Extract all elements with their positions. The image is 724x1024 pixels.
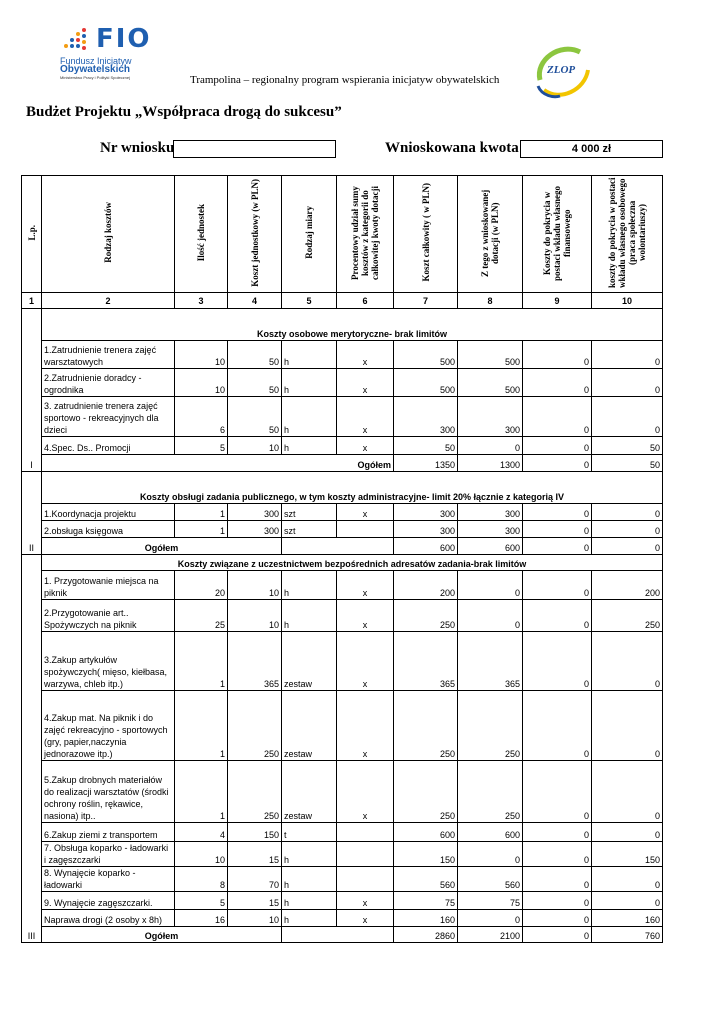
col-header — [42, 176, 175, 293]
item-unit-cost: 10 — [228, 600, 282, 632]
table-row — [22, 867, 663, 892]
item-unit: h — [282, 600, 337, 632]
table-row — [22, 761, 663, 823]
item-total: 600 — [394, 823, 458, 842]
item-pct: x — [337, 600, 394, 632]
table-row — [22, 437, 663, 455]
column-number-row — [22, 293, 663, 309]
item-own-financial: 0 — [523, 397, 592, 437]
item-own-volunteer: 0 — [592, 369, 663, 397]
item-own-financial: 0 — [523, 892, 592, 910]
section-total-row — [22, 538, 663, 555]
section-total-total: 600 — [394, 538, 458, 555]
item-own-financial: 0 — [523, 842, 592, 867]
item-name: 1.Koordynacja projektu — [42, 504, 175, 521]
fio-logo — [58, 22, 158, 82]
col-header-label: Procentowy udział sumy kosztów z kategorii do całkowitej kwoty dotacji — [350, 185, 380, 280]
section-total-row — [22, 455, 663, 472]
item-unit-cost: 10 — [228, 571, 282, 600]
zlop-logo-text: ZLOP — [547, 64, 576, 76]
table-row — [22, 842, 663, 867]
item-own-volunteer: 200 — [592, 571, 663, 600]
section-total-label: Ogółem — [42, 538, 282, 555]
item-own-volunteer: 0 — [592, 823, 663, 842]
item-qty: 5 — [175, 437, 228, 455]
item-name: 2.obsługa księgowa — [42, 521, 175, 538]
item-own-volunteer: 0 — [592, 632, 663, 691]
item-pct: x — [337, 504, 394, 521]
item-unit-cost: 15 — [228, 892, 282, 910]
item-unit-cost: 300 — [228, 521, 282, 538]
item-name: 7. Obsługa koparko - ładowarki i zagęszczarki — [42, 842, 175, 867]
item-total: 560 — [394, 867, 458, 892]
table-row — [22, 823, 663, 842]
col-header-label: Z tego z wnioskowanej dotacji (w PLN) — [480, 188, 500, 277]
col-number: 3 — [175, 293, 228, 309]
item-own-financial: 0 — [523, 691, 592, 761]
item-unit-cost: 365 — [228, 632, 282, 691]
table-row — [22, 691, 663, 761]
item-own-financial: 0 — [523, 571, 592, 600]
item-unit-cost: 300 — [228, 504, 282, 521]
item-grant: 0 — [458, 842, 523, 867]
item-qty: 25 — [175, 600, 228, 632]
table-row — [22, 892, 663, 910]
item-qty: 4 — [175, 823, 228, 842]
item-name: 4.Zakup mat. Na piknik i do zajęć rekreacyjno - sportowych (gry, papier,naczynia jednorazowe itp.) — [42, 691, 175, 761]
item-grant: 560 — [458, 867, 523, 892]
section-total-grant: 2100 — [458, 927, 523, 943]
item-unit: zestaw — [282, 761, 337, 823]
item-own-financial: 0 — [523, 504, 592, 521]
section-number: III — [22, 555, 42, 943]
col-number: 6 — [337, 293, 394, 309]
col-header-label: Koszt całkowity ( w PLN) — [420, 183, 431, 282]
item-qty: 6 — [175, 397, 228, 437]
item-pct: x — [337, 632, 394, 691]
item-pct: x — [337, 910, 394, 927]
col-header — [337, 176, 394, 293]
item-name: 5.Zakup drobnych materiałów do realizacji warsztatów (środki ochrony roślin, rękawice, nasiona) itp.. — [42, 761, 175, 823]
item-unit: zestaw — [282, 691, 337, 761]
item-own-volunteer: 0 — [592, 691, 663, 761]
item-qty: 10 — [175, 842, 228, 867]
item-unit-cost: 10 — [228, 910, 282, 927]
table-row — [22, 369, 663, 397]
section-heading: Koszty osobowe merytoryczne- brak limitów — [42, 309, 663, 341]
item-own-volunteer: 0 — [592, 504, 663, 521]
col-number: 2 — [42, 293, 175, 309]
table-row — [22, 910, 663, 927]
col-number: 9 — [523, 293, 592, 309]
section-total-own-fin: 0 — [523, 927, 592, 943]
item-qty: 1 — [175, 632, 228, 691]
col-number: 4 — [228, 293, 282, 309]
item-total: 300 — [394, 397, 458, 437]
item-name: 8. Wynajęcie koparko - ładowarki — [42, 867, 175, 892]
item-unit-cost: 250 — [228, 691, 282, 761]
col-header — [523, 176, 592, 293]
col-header — [592, 176, 663, 293]
col-number: 5 — [282, 293, 337, 309]
item-qty: 16 — [175, 910, 228, 927]
table-row — [22, 632, 663, 691]
item-total: 250 — [394, 600, 458, 632]
item-own-volunteer: 0 — [592, 892, 663, 910]
item-pct: x — [337, 691, 394, 761]
item-grant: 0 — [458, 600, 523, 632]
item-qty: 10 — [175, 341, 228, 369]
item-total: 150 — [394, 842, 458, 867]
item-pct — [337, 823, 394, 842]
item-unit-cost: 50 — [228, 397, 282, 437]
item-own-financial: 0 — [523, 341, 592, 369]
item-pct — [337, 867, 394, 892]
col-header-label: L.p. — [26, 224, 37, 241]
section-total-own-fin: 0 — [523, 455, 592, 472]
item-qty: 8 — [175, 867, 228, 892]
item-own-volunteer: 0 — [592, 341, 663, 369]
section-number: I — [22, 309, 42, 472]
item-own-financial: 0 — [523, 600, 592, 632]
item-grant: 0 — [458, 437, 523, 455]
col-header-label: Rodzaj miary — [304, 206, 314, 259]
item-own-financial: 0 — [523, 521, 592, 538]
item-grant: 75 — [458, 892, 523, 910]
col-header — [458, 176, 523, 293]
item-own-volunteer: 150 — [592, 842, 663, 867]
item-qty: 5 — [175, 892, 228, 910]
col-number: 10 — [592, 293, 663, 309]
col-number: 7 — [394, 293, 458, 309]
item-unit: zestaw — [282, 632, 337, 691]
section-total-label: Ogółem — [42, 455, 394, 472]
item-total: 75 — [394, 892, 458, 910]
item-own-financial: 0 — [523, 369, 592, 397]
item-unit-cost: 50 — [228, 341, 282, 369]
item-name: 2.Przygotowanie art.. Spożywczych na piknik — [42, 600, 175, 632]
col-number: 8 — [458, 293, 523, 309]
item-own-financial: 0 — [523, 437, 592, 455]
item-total: 200 — [394, 571, 458, 600]
section-heading: Koszty związane z uczestnictwem bezpośrednich adresatów zadania-brak limitów — [42, 555, 663, 571]
fio-logo-line1: Fundusz Inicjatyw — [60, 56, 132, 66]
item-total: 365 — [394, 632, 458, 691]
empty-cell — [282, 538, 394, 555]
table-row — [22, 521, 663, 538]
item-grant: 0 — [458, 571, 523, 600]
item-name: 1. Przygotowanie miejsca na piknik — [42, 571, 175, 600]
item-grant: 250 — [458, 761, 523, 823]
item-qty: 1 — [175, 521, 228, 538]
item-unit: h — [282, 867, 337, 892]
item-pct: x — [337, 892, 394, 910]
item-own-financial: 0 — [523, 910, 592, 927]
item-grant: 500 — [458, 369, 523, 397]
section-number: II — [22, 472, 42, 555]
item-name: 3.Zakup artykułów spożywczych( mięso, kiełbasa, warzywa, chleb itp.) — [42, 632, 175, 691]
item-name: 6.Zakup ziemi z transportem — [42, 823, 175, 842]
item-total: 500 — [394, 341, 458, 369]
item-unit-cost: 250 — [228, 761, 282, 823]
fio-dots-icon — [60, 26, 90, 56]
item-name: Naprawa drogi (2 osoby x 8h) — [42, 910, 175, 927]
item-own-financial: 0 — [523, 867, 592, 892]
section-total-row — [22, 927, 663, 943]
item-qty: 1 — [175, 761, 228, 823]
item-pct: x — [337, 571, 394, 600]
col-header — [282, 176, 337, 293]
table-row — [22, 600, 663, 632]
item-own-volunteer: 250 — [592, 600, 663, 632]
fio-logo-line2: Obywatelskich — [60, 64, 131, 75]
section-total-total: 1350 — [394, 455, 458, 472]
col-header — [228, 176, 282, 293]
section-heading: Koszty obsługi zadania publicznego, w tym koszty administracyjne- limit 20% łącznie z kategorią IV — [42, 472, 663, 504]
section-total-total: 2860 — [394, 927, 458, 943]
item-own-volunteer: 50 — [592, 437, 663, 455]
wnioskowana-kwota-field[interactable]: 4 000 zł — [520, 140, 663, 158]
section-total-own-fin: 0 — [523, 538, 592, 555]
item-unit: h — [282, 910, 337, 927]
item-own-volunteer: 0 — [592, 867, 663, 892]
section-total-label: Ogółem — [42, 927, 282, 943]
fio-logo-letters: FIO — [96, 24, 152, 54]
section-heading-row — [22, 472, 663, 504]
table-row — [22, 341, 663, 369]
item-unit: h — [282, 571, 337, 600]
fio-logo-line3: Ministerstwo Pracy i Polityki Społecznej — [60, 75, 131, 80]
col-header-label: Ilość jednostek — [196, 203, 206, 262]
item-pct: x — [337, 369, 394, 397]
item-total: 250 — [394, 761, 458, 823]
item-unit-cost: 15 — [228, 842, 282, 867]
col-header — [394, 176, 458, 293]
item-unit-cost: 10 — [228, 437, 282, 455]
item-own-volunteer: 0 — [592, 521, 663, 538]
item-unit: szt — [282, 504, 337, 521]
item-unit: h — [282, 369, 337, 397]
section-total-own-vol: 0 — [592, 538, 663, 555]
item-qty: 1 — [175, 691, 228, 761]
wnioskowana-kwota-label: Wnioskowana kwota — [385, 140, 519, 156]
col-number: 1 — [22, 293, 42, 309]
empty-cell — [282, 927, 394, 943]
section-total-own-vol: 50 — [592, 455, 663, 472]
item-unit-cost: 70 — [228, 867, 282, 892]
section-total-grant: 1300 — [458, 455, 523, 472]
item-unit: h — [282, 397, 337, 437]
item-unit: h — [282, 341, 337, 369]
item-own-volunteer: 160 — [592, 910, 663, 927]
item-unit: h — [282, 842, 337, 867]
table-row — [22, 571, 663, 600]
item-unit-cost: 50 — [228, 369, 282, 397]
col-header — [22, 176, 42, 293]
nr-wniosku-label: Nr wniosku — [100, 140, 175, 156]
item-name: 9. Wynajęcie zagęszczarki. — [42, 892, 175, 910]
program-line: Trampolina – regionalny program wspierania inicjatyw obywatelskich — [190, 74, 500, 86]
item-grant: 300 — [458, 397, 523, 437]
item-own-financial: 0 — [523, 761, 592, 823]
item-pct: x — [337, 341, 394, 369]
item-total: 160 — [394, 910, 458, 927]
item-unit-cost: 150 — [228, 823, 282, 842]
item-qty: 1 — [175, 504, 228, 521]
item-pct — [337, 842, 394, 867]
document-title: Budżet Projektu „Współpraca drogą do sukcesu” — [26, 104, 342, 120]
table-row — [22, 504, 663, 521]
item-unit: h — [282, 892, 337, 910]
section-total-grant: 600 — [458, 538, 523, 555]
item-unit: t — [282, 823, 337, 842]
item-total: 250 — [394, 691, 458, 761]
col-header-label: koszty do pokrycia w postaci wkładu własnego osobowego (praca społeczna wolontariuszy) — [607, 177, 647, 288]
item-grant: 300 — [458, 521, 523, 538]
budget-table — [21, 175, 663, 943]
item-unit: szt — [282, 521, 337, 538]
item-pct: x — [337, 761, 394, 823]
item-unit: h — [282, 437, 337, 455]
item-name: 3. zatrudnienie trenera zajęć sportowo - rekreacyjnych dla dzieci — [42, 397, 175, 437]
zlop-logo — [530, 40, 600, 102]
item-grant: 600 — [458, 823, 523, 842]
col-header-label: Koszt jednostkowy (w PLN) — [249, 178, 260, 287]
item-total: 300 — [394, 504, 458, 521]
section-heading-row — [22, 309, 663, 341]
item-total: 50 — [394, 437, 458, 455]
item-total: 500 — [394, 369, 458, 397]
item-own-financial: 0 — [523, 632, 592, 691]
item-pct: x — [337, 437, 394, 455]
col-header-label: Rodzaj kosztów — [103, 202, 113, 263]
col-header-label: Koszty do pokrycia w postaci wkładu własnego finansowego — [542, 184, 572, 281]
item-grant: 365 — [458, 632, 523, 691]
item-pct — [337, 521, 394, 538]
item-grant: 0 — [458, 910, 523, 927]
section-heading-row — [22, 555, 663, 571]
item-name: 1.Zatrudnienie trenera zajęć warsztatowych — [42, 341, 175, 369]
item-grant: 250 — [458, 691, 523, 761]
item-name: 4.Spec. Ds.. Promocji — [42, 437, 175, 455]
table-header-row — [22, 176, 663, 293]
item-own-volunteer: 0 — [592, 397, 663, 437]
col-header — [175, 176, 228, 293]
item-pct: x — [337, 397, 394, 437]
item-grant: 300 — [458, 504, 523, 521]
item-own-financial: 0 — [523, 823, 592, 842]
item-grant: 500 — [458, 341, 523, 369]
table-row — [22, 397, 663, 437]
item-name: 2.Zatrudnienie doradcy - ogrodnika — [42, 369, 175, 397]
item-total: 300 — [394, 521, 458, 538]
section-total-own-vol: 760 — [592, 927, 663, 943]
item-qty: 20 — [175, 571, 228, 600]
item-own-volunteer: 0 — [592, 761, 663, 823]
item-qty: 10 — [175, 369, 228, 397]
nr-wniosku-field[interactable] — [173, 140, 336, 158]
